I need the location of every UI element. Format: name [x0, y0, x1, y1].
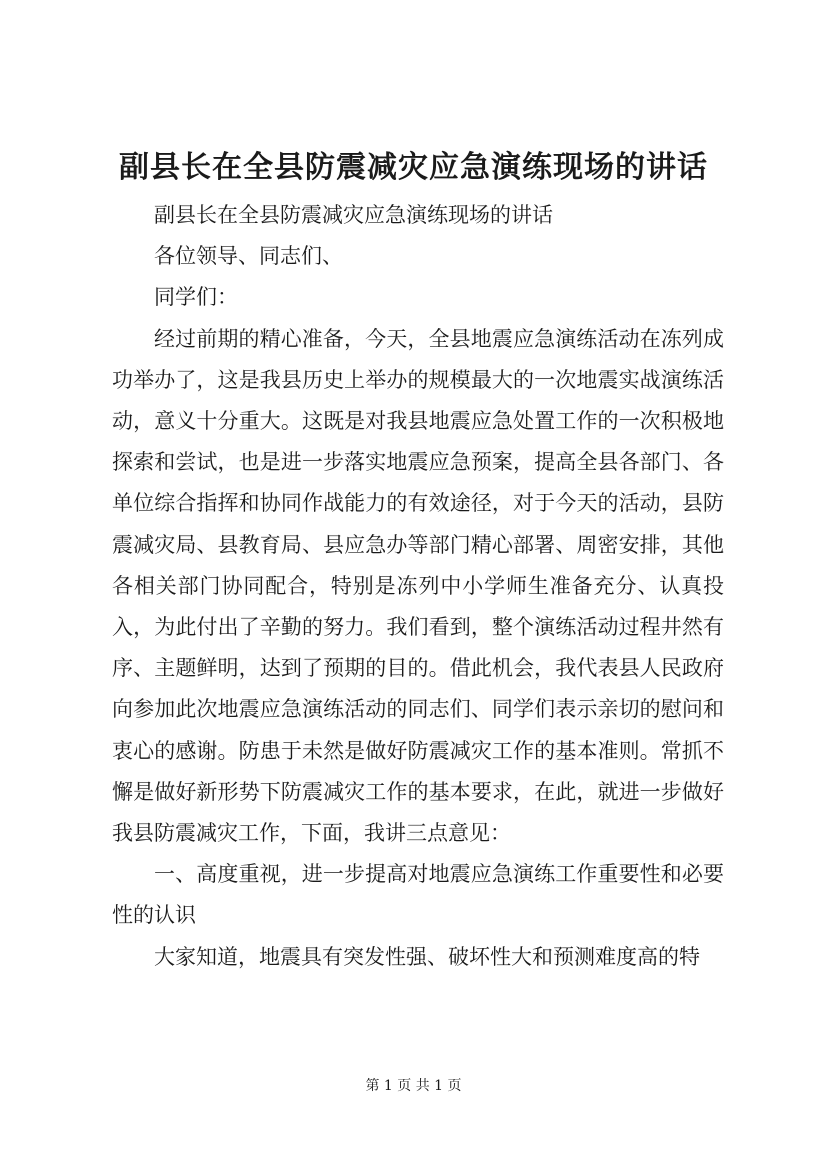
- page-footer: 第 1 页 共 1 页: [365, 1078, 462, 1094]
- document-body: [112, 195, 724, 978]
- paragraph-greeting-students: 同学们：: [154, 285, 238, 310]
- paragraph-greeting: 各位领导、同志们、: [154, 244, 343, 269]
- document-title: 副县长在全县防震减灾应急演练现场的讲话: [119, 150, 708, 185]
- paragraph-section-heading: 一、高度重视，进一步提高对地震应急演练工作重要性和必要性的认识: [112, 862, 724, 928]
- paragraph-continuation: 大家知道，地震具有突发性强、破坏性大和预测难度高的特: [154, 944, 700, 969]
- paragraph-subtitle: 副县长在全县防震减灾应急演练现场的讲话: [154, 203, 553, 227]
- paragraph-main: 经过前期的精心准备，今天，全县地震应急演练活动在冻列成功举办了，这是我县历史上举办的规模最大的一次地震实战演练活动，意义十分重大。这既是对我县地震应急处置工作的一次积极地探索和尝试，也是进一步落实地震应急预案，提高全县各部门、各单位综合指挥和协同作战能力的有效途径，对于今天的活动，县防震减灾局、县教育局、县应急办等部门精心部署、周密安排，其他各相关部门协同配合，特别是冻列中小学师生准备充分、认真投入，为此付出了辛勤的努力。我们看到，整个演练活动过程井然有序、主题鲜明，达到了预期的目的。借此机会，我代表县人民政府向参加此次地震应急演练活动的同志们、同学们表示亲切的慰问和衷心的感谢。防患于未然是做好防震减灾工作的基本准则。常抓不懈是做好新形势下防震减灾工作的基本要求，在此，就进一步做好我县防震减灾工作，下面，我讲三点意见：: [112, 326, 724, 846]
